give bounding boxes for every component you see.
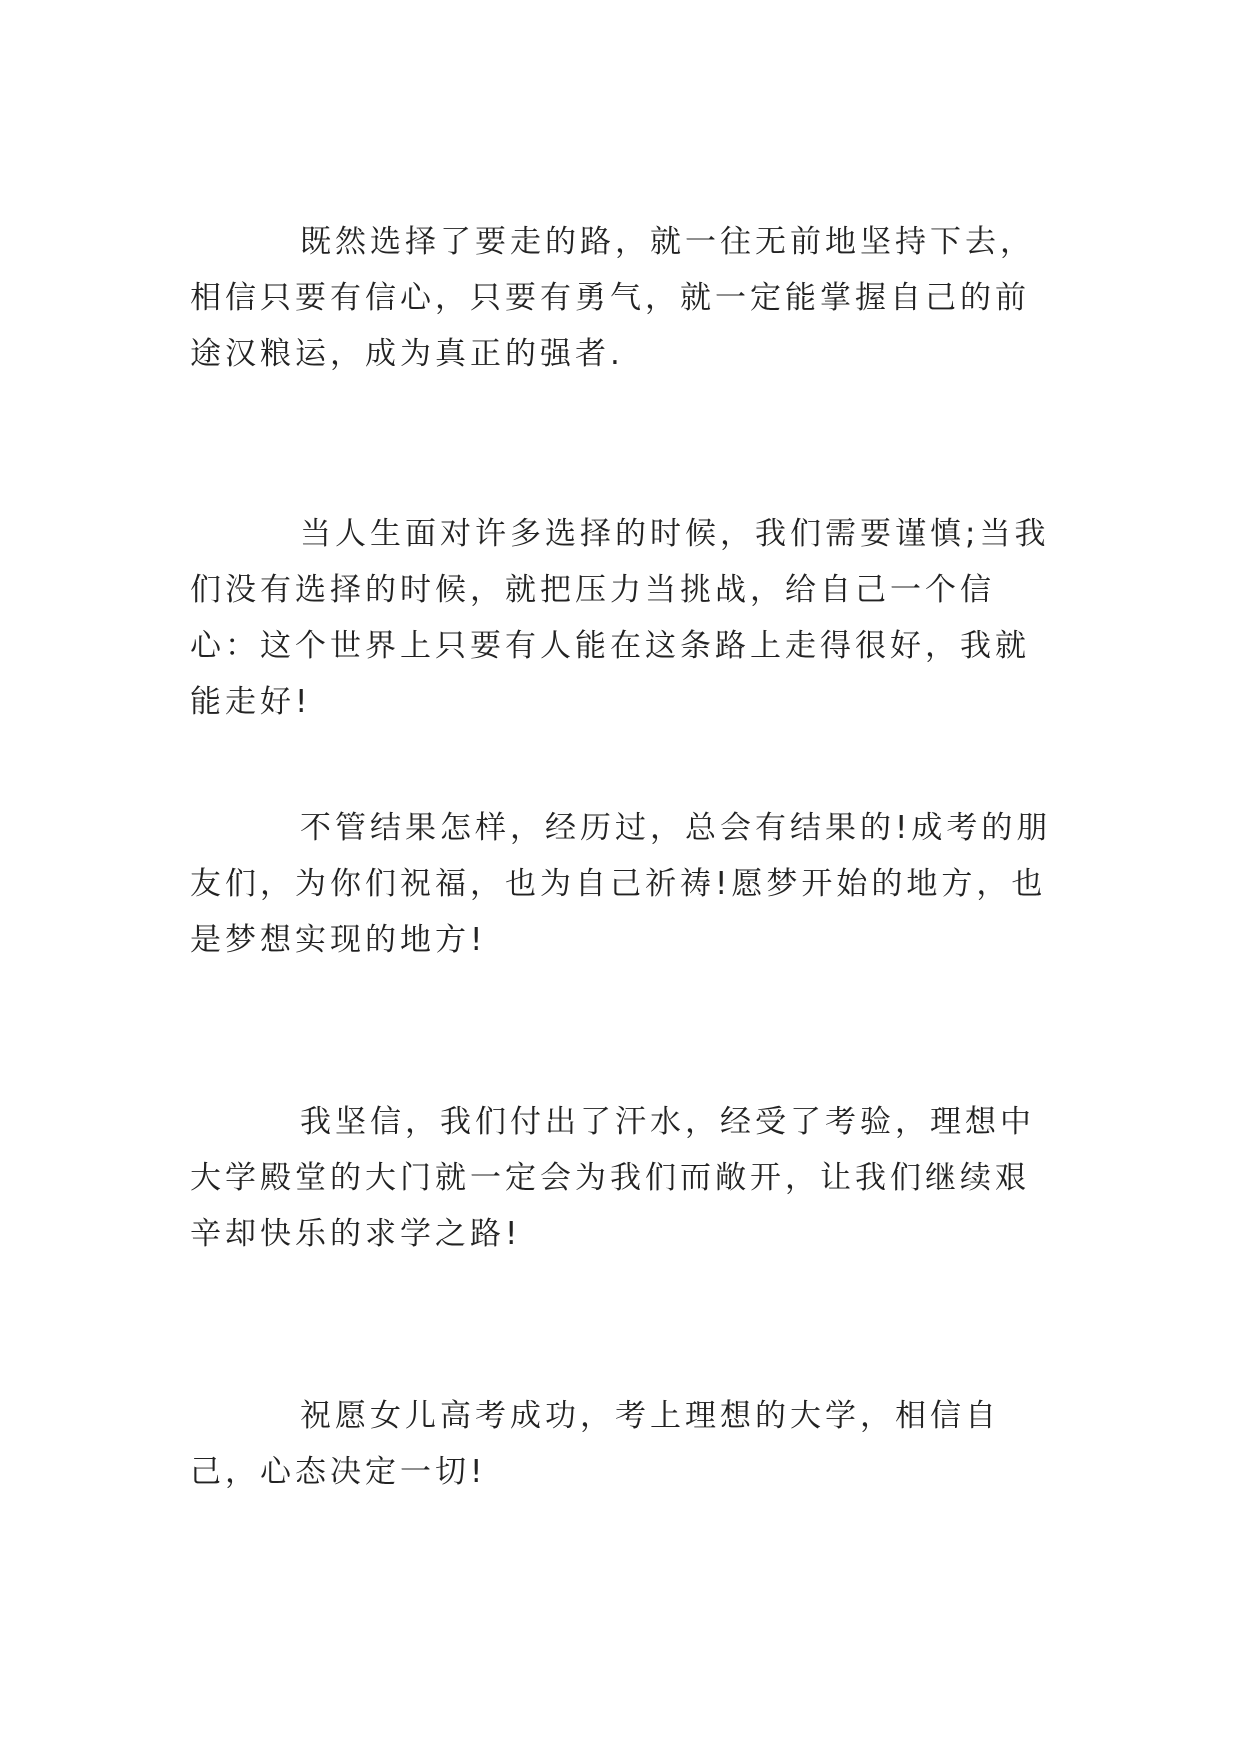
paragraph-1: 既然选择了要走的路，就一往无前地坚持下去，相信只要有信心，只要有勇气，就一定能掌握自己的前途汉粮运，成为真正的强者. bbox=[190, 224, 1035, 372]
paragraph-5: 祝愿女儿高考成功，考上理想的大学，相信自己，心态决定一切! bbox=[190, 1398, 1000, 1490]
paragraph-2: 当人生面对许多选择的时候，我们需要谨慎;当我们没有选择的时候，就把压力当挑战，给自己一个信心：这个世界上只要有人能在这条路上走得很好，我就能走好! bbox=[190, 516, 1050, 720]
paragraph-3: 不管结果怎样，经历过，总会有结果的!成考的朋友们，为你们祝福，也为自己祈祷!愿梦开始的地方，也是梦想实现的地方! bbox=[190, 810, 1052, 958]
paragraph-4: 我坚信，我们付出了汗水，经受了考验，理想中大学殿堂的大门就一定会为我们而敞开，让我们继续艰辛却快乐的求学之路! bbox=[190, 1104, 1035, 1252]
